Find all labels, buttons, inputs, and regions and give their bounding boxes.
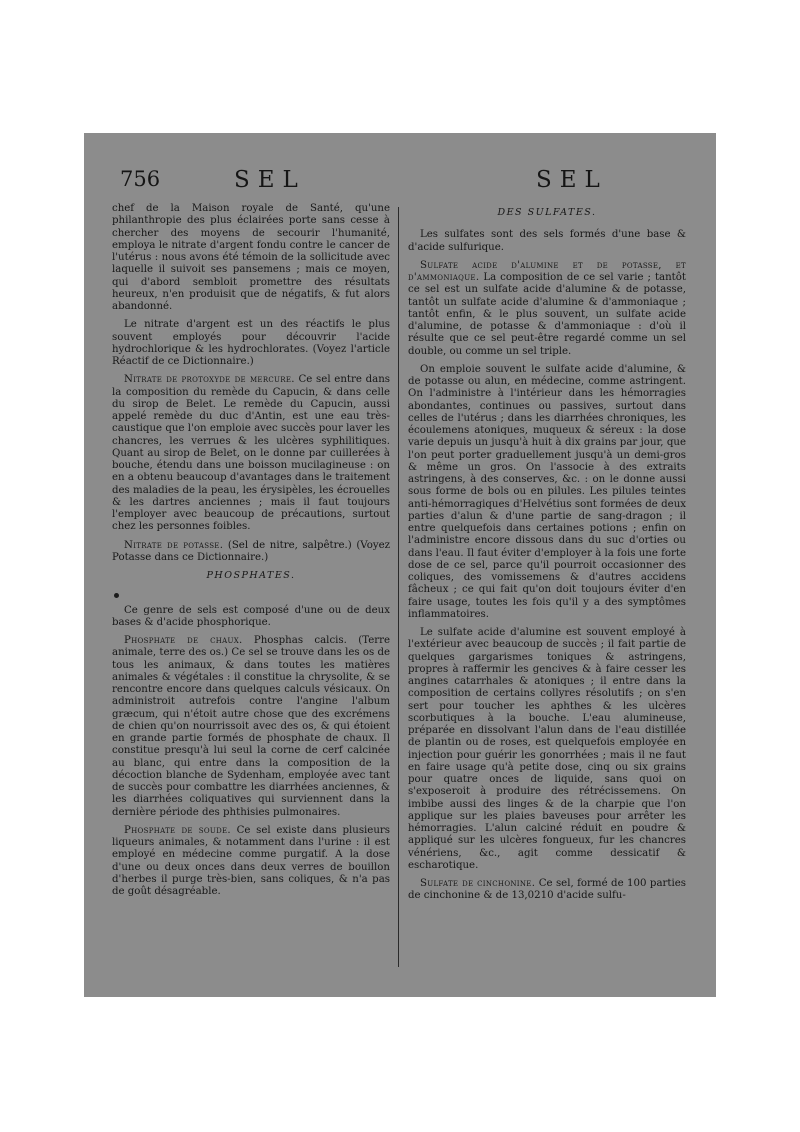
entry-text: Ce sel, formé de 100 parties de cinchonine & de 13,0210 d'acide sulfu-	[408, 878, 686, 902]
entry-nitrate-potasse	[112, 540, 390, 565]
paragraph: Ce genre de sels est composé d'une ou de deux bases & d'acide phosphorique.	[112, 604, 390, 628]
entry-sulfate-alumine	[408, 260, 686, 358]
page-header	[84, 163, 716, 197]
entry-heading: Phosphate de chaux.	[124, 635, 243, 646]
column-divider	[398, 207, 399, 967]
paragraph: On emploie souvent le sulfate acide d'alumine, & de potasse ou alun, en médecine, comme astringent. On l'administre à l'intérieur dans les hémorragies abondantes, continues ou passives, surtout dans celles de l'utérus ; dans les diarrhées chroniques, les écoulemens atoniques, muqueux & séreux : la dose varie depuis un jusqu'à huit à dix grains par jour, que l'on peut porter graduellement jusqu'à un demi-gros & même un gros. On l'associe à des extraits astringens, à des conserves, &c. : on le donne aussi sous forme de bols ou en pilules. Les pilules teintes anti-hémorragiques d'Helvétius sont formées de deux parties d'alun & d'une partie de sang-dragon ; il entre quelquefois dans certaines potions ; enfin on l'administre encore dissous dans du suc d'orties ou dans l'eau. Il faut éviter d'employer à la fois une forte dose de ce sel, parce qu'il pourroit occasionner des coliques, des vomissemens & d'autres accidens fâcheux ; ce qui fait qu'on doit toujours éviter d'en faire usage, toutes les fois qu'il y a des symptômes inflammatoires.	[408, 363, 686, 620]
entry-heading: Nitrate de potasse.	[124, 539, 224, 551]
paragraph: chef de la Maison royale de Santé, qu'une philanthropie des plus éclairées porte sans cesse à chercher des moyens de secourir l'humanité, employa le nitrate d'argent fondu contre le cancer de l'utérus : nous avons été témoin de la sollicitude avec laquelle il suivoit ses pansemens ; mais ce moyen, qui d'abord sembloit promettre des résultats heureux, n'en produisit que de négatifs, & fut alors abandonné.	[112, 203, 390, 312]
paragraph: Les sulfates sont des sels formés d'une base & d'acide sulfurique.	[408, 229, 686, 253]
ink-blot-mark	[114, 593, 119, 598]
entry-heading: Phosphate de soude.	[124, 824, 231, 836]
entry-phosphate-soude	[112, 825, 390, 899]
left-column	[112, 203, 390, 904]
section-heading-phosphates: PHOSPHATES.	[206, 570, 296, 581]
paragraph: Le nitrate d'argent est un des réactifs le plus souvent employés pour découvrir l'acide hydrochlorique & les hydrochlorates. (Voyez l'article Réactif de ce Dictionnaire.)	[112, 319, 390, 367]
entry-nitrate-mercure	[112, 374, 390, 533]
entry-sulfate-cinchonine	[408, 878, 686, 903]
entry-text: Phosphas calcis. (Terre animale, terre des os.) Ce sel se trouve dans les os de tous les animaux, & dans toutes les matières animales & végétales : il constitue la chrysolite, & se rencontre encore dans quelques calculs vésicaux. On administroit autrefois contre l'angine l'album græcum, qui n'étoit autre chose que des excrémens de chien qu'on nourrissoit avec des os, & qui étoient en grande partie formés de phosphate de chaux. Il constitue presqu'à lui seul la corne de cerf calcinée au blanc, qui entre dans la composition de la décoction blanche de Sydenham, employée avec tant de succès pour combattre les diarrhées anciennes, & les diarrhées coliquatives qui surviennent dans la dernière période des phthisies pulmonaires.	[112, 635, 390, 818]
scanned-page	[84, 133, 716, 997]
entry-phosphate-chaux	[112, 635, 390, 819]
entry-heading: Nitrate de protoxyde de mercure.	[124, 374, 295, 386]
section-heading-sulfates: DES SULFATES.	[497, 207, 597, 218]
running-title-left: SEL	[234, 167, 306, 193]
entry-heading: Sulfate acide d'alumine et de potasse, et d'ammoniaque.	[408, 259, 686, 283]
page-number: 756	[120, 167, 161, 191]
entry-text: (Sel de nitre, salpêtre.) (Voyez Potasse dans ce Dictionnaire.)	[112, 539, 391, 563]
entry-text: La composition de ce sel varie ; tantôt ce sel est un sulfate acide d'alumine & de potasse, tantôt un sulfate acide d'alumine & d'ammoniaque ; tantôt enfin, & le plus souvent, un sulfate acide d'alumine, de potasse & d'ammoniaque : d'où il résulte que ce sel peut-être regardé comme un sel double, ou comme un sel triple.	[408, 272, 686, 357]
running-title-right: SEL	[536, 167, 608, 193]
entry-heading: Sulfate de cinchonine.	[420, 878, 536, 889]
entry-text: Ce sel existe dans plusieurs liqueurs animales, & notamment dans l'urine : il est employé en médecine comme purgatif. A la dose d'une ou deux onces dans deux verres de bouillon d'herbes il purge très-bien, sans coliques, & n'a pas de goût désagréable.	[112, 824, 390, 897]
right-column	[408, 203, 686, 909]
entry-text: Ce sel entre dans la composition du remède du Capucin, & dans celle du sirop de Belet. Le remède du Capucin, aussi appelé remède du duc d'Antin, est une eau très-caustique que l'on emploie avec succès pour laver les chancres, les verrues & les ulcères syphilitiques. Quant au sirop de Belet, on le donne par cuillerées à bouche, étendu dans une boisson mucilagineuse : on en a obtenu beaucoup d'avantages dans le traitement des maladies de la peau, les érysipèles, les écrouelles & les dartres anciennes ; mais il faut toujours l'employer avec beaucoup de précautions, surtout chez les personnes foibles.	[112, 374, 390, 533]
paragraph: Le sulfate acide d'alumine est souvent employé à l'extérieur avec beaucoup de succès ; il fait partie de quelques gargarismes toniques & astringens, propres à raffermir les gencives & à faire cesser les angines catarrhales & atoniques ; il entre dans la composition de certains collyres résolutifs ; on s'en sert pour toucher les aphthes & les ulcères scorbutiques à la bouche. L'eau alumineuse, préparée en dissolvant l'alun dans de l'eau distillée de plantin ou de roses, est quelquefois employée en injection pour guérir les gonorrhées ; mais il ne faut en faire usage qu'à petite dose, cinq ou six grains pour quatre onces de liquide, sans quoi on s'exposeroit à produire des rétrécissemens. On imbibe aussi des linges & de la charpie que l'on applique sur les plaies baveuses pour arrêter les hémorragies. L'alun calciné réduit en poudre & appliqué sur les ulcères fongueux, fur les chancres vénériens, &c., agit comme dessicatif & escharotique.	[408, 627, 686, 871]
